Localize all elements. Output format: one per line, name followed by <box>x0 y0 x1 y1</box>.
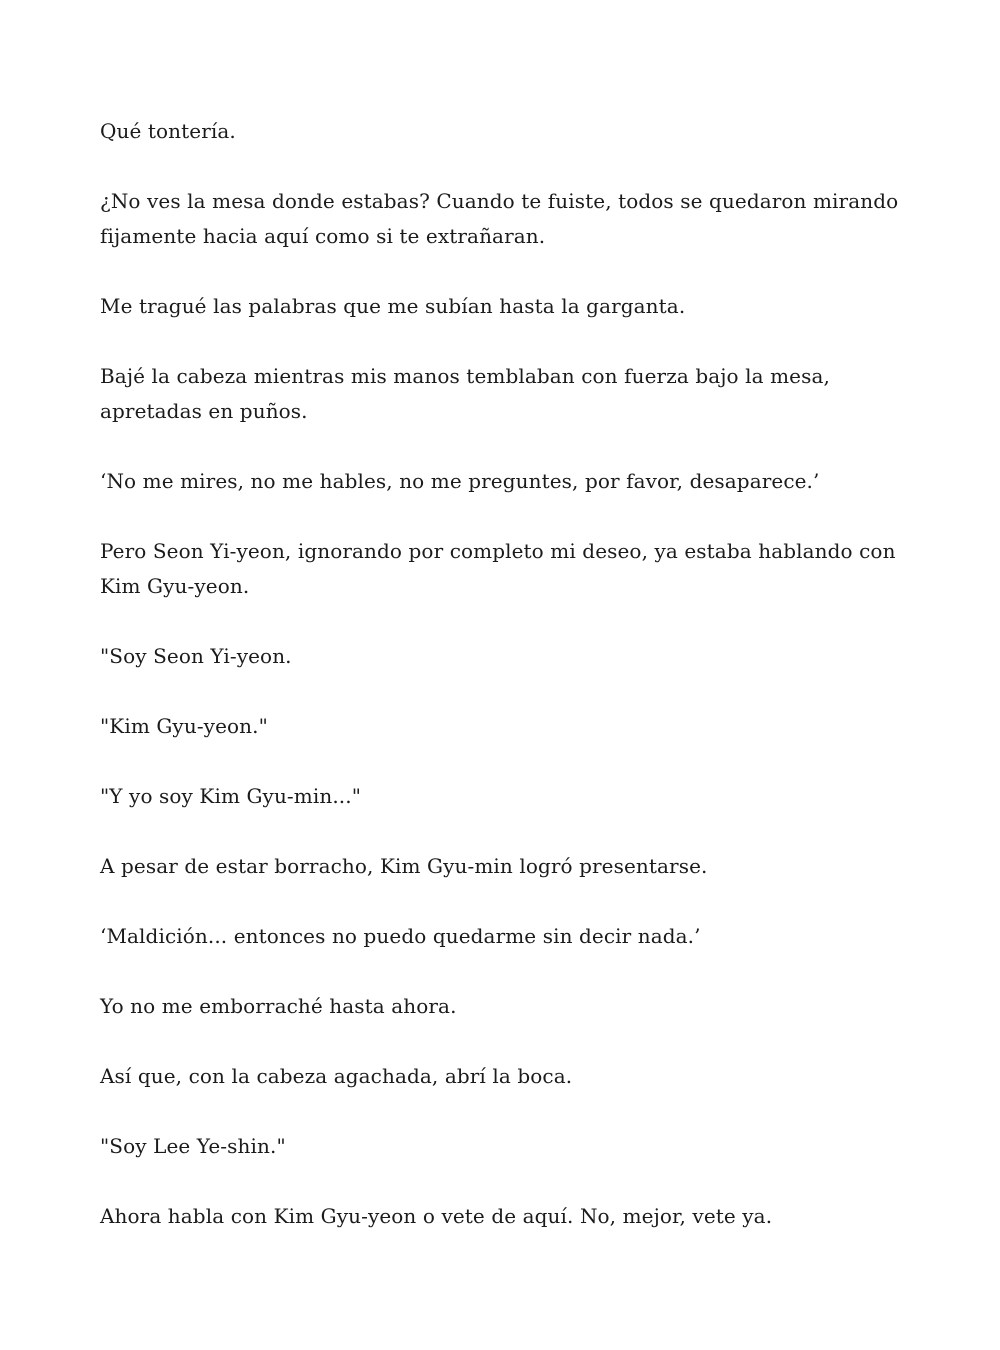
paragraph: Ahora habla con Kim Gyu-yeon o vete de aquí. No, mejor, vete ya. <box>100 1204 773 1228</box>
paragraph: Yo no me emborraché hasta ahora. <box>100 994 457 1018</box>
paragraph: ¿No ves la mesa donde estabas? Cuando te fuiste, todos se quedaron mirando fijamente hacia aquí como si te extrañaran. <box>100 189 899 248</box>
paragraph: ‘Maldición... entonces no puedo quedarme sin decir nada.’ <box>100 924 701 948</box>
paragraph: Así que, con la cabeza agachada, abrí la boca. <box>100 1064 573 1088</box>
paragraph: Bajé la cabeza mientras mis manos temblaban con fuerza bajo la mesa, apretadas en puños. <box>100 364 830 423</box>
document-page <box>100 114 900 1269</box>
paragraph: "Soy Lee Ye-shin." <box>100 1134 286 1158</box>
paragraph: "Soy Seon Yi-yeon. <box>100 644 292 668</box>
paragraph: A pesar de estar borracho, Kim Gyu-min logró presentarse. <box>100 854 708 878</box>
paragraph: Me tragué las palabras que me subían hasta la garganta. <box>100 294 686 318</box>
paragraph: Pero Seon Yi-yeon, ignorando por completo mi deseo, ya estaba hablando con Kim Gyu-yeon. <box>100 539 896 598</box>
paragraph: ‘No me mires, no me hables, no me preguntes, por favor, desaparece.’ <box>100 469 820 493</box>
paragraph: "Y yo soy Kim Gyu-min..." <box>100 784 362 808</box>
paragraph: "Kim Gyu-yeon." <box>100 714 268 738</box>
paragraph: Qué tontería. <box>100 119 236 143</box>
